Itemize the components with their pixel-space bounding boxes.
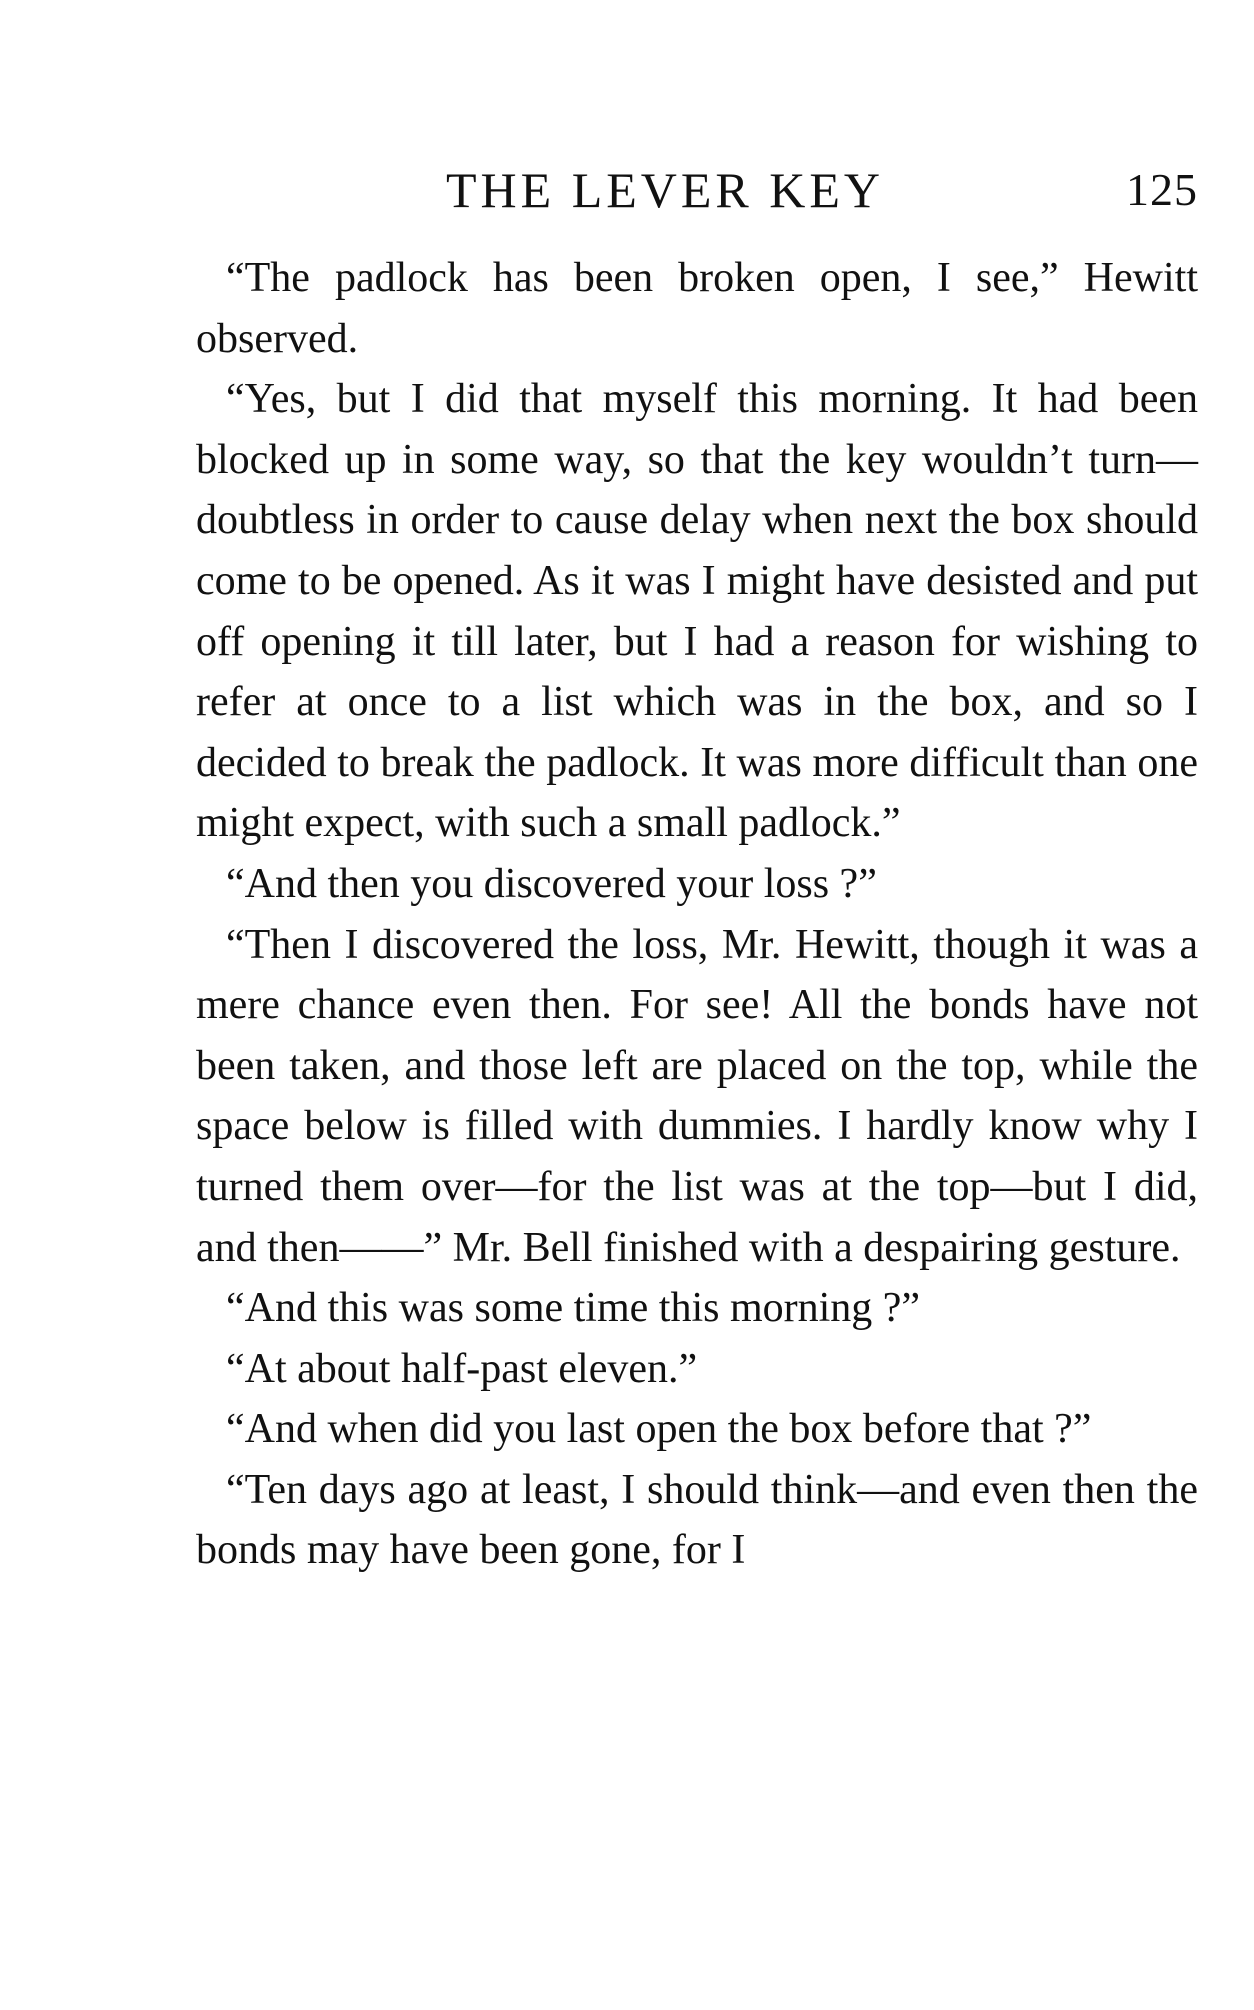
paragraph: “Ten days ago at least, I should think—and even then the bonds may have been gone, for I (196, 1466, 1198, 1574)
paragraph: “The padlock has been broken open, I see,” Hewitt observed. (196, 255, 1198, 362)
page-number: 125 (1126, 164, 1198, 215)
running-head (196, 160, 1198, 220)
paragraph: “And when did you last open the box before that ?” (226, 1406, 1092, 1453)
chapter-title: THE LEVER KEY (446, 162, 885, 218)
body-text (196, 248, 1198, 1581)
paragraph: “Yes, but I did that myself this morning. It had been blocked up in some way, so that the key wouldn’t turn—doubtless in order to cause delay when next the box should come to be opened. As it was I might have desisted and put off opening it till later, but I had a reason for wishing to refer at once to a list which was in the box, and so I decided to break the padlock. It was more difficult than one might expect, with such a small padlock.” (196, 376, 1198, 847)
paragraph: “Then I discovered the loss, Mr. Hewitt, though it was a mere chance even then. For see! All the bonds have not been taken, and those left are placed on the top, while the space below is filled with dummies. I hardly know why I turned them over—for the list was at the top—but I did, and then——” Mr. Bell finished with a despairing gesture. (196, 921, 1198, 1271)
paragraph: “And this was some time this morning ?” (226, 1285, 921, 1332)
paragraph: “And then you discovered your loss ?” (226, 860, 877, 907)
paragraph: “At about half-past eleven.” (226, 1345, 698, 1392)
